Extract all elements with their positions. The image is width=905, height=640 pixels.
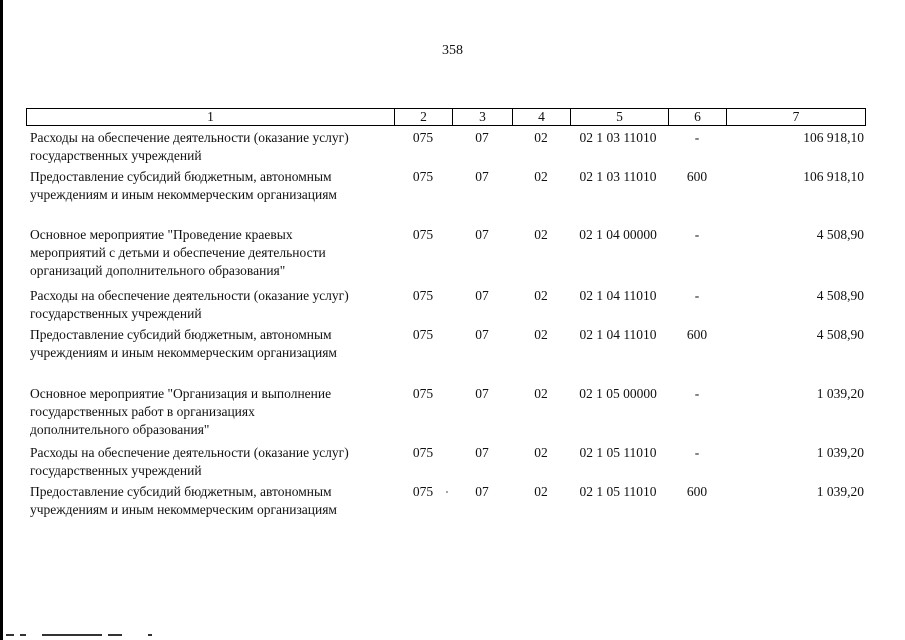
header-col-5: 5 xyxy=(571,109,669,125)
scan-speck xyxy=(6,634,14,636)
row-name-line: Основное мероприятие "Организация и выполнение xyxy=(30,386,332,401)
row-col-5: 02 1 04 11010 xyxy=(579,327,657,342)
row-col-6: 600 xyxy=(686,327,708,342)
row-col-7: 106 918,10 xyxy=(803,169,864,184)
row-name-line: Основное мероприятие "Проведение краевых xyxy=(30,227,293,242)
row-name-line: мероприятий с детьми и обеспечение деятельности xyxy=(30,245,326,260)
row-name xyxy=(30,483,392,519)
row-col-4: 02 xyxy=(534,288,548,303)
row-name-line: государственных учреждений xyxy=(30,306,202,321)
row-col-3: 07 xyxy=(475,327,489,342)
row-col-3: 07 xyxy=(475,169,489,184)
row-col-2: 075 xyxy=(412,445,434,460)
header-col-1: 1 xyxy=(27,109,395,125)
table-header xyxy=(26,108,866,126)
row-name-line: организаций дополнительного образования" xyxy=(30,263,286,278)
row-col-5: 02 1 05 11010 xyxy=(579,445,657,460)
scan-speck xyxy=(148,634,152,636)
header-col-6: 6 xyxy=(669,109,727,125)
row-col-7: 4 508,90 xyxy=(816,327,864,342)
row-name-line: государственных учреждений xyxy=(30,463,202,478)
row-col-6: - xyxy=(694,288,700,303)
row-col-2: 075 xyxy=(412,288,434,303)
row-col-6: - xyxy=(694,227,700,242)
row-col-6: 600 xyxy=(686,169,708,184)
row-name-line: Предоставление субсидий бюджетным, автономным xyxy=(30,169,332,184)
row-col-3: 07 xyxy=(475,386,489,401)
row-col-4: 02 xyxy=(534,445,548,460)
row-col-5: 02 1 03 11010 xyxy=(579,169,657,184)
row-col-3: 07 xyxy=(475,288,489,303)
row-col-6: - xyxy=(694,130,700,145)
header-col-7: 7 xyxy=(792,109,800,124)
scan-speck xyxy=(20,634,26,636)
scan-left-edge xyxy=(0,0,3,640)
page-number: 358 xyxy=(442,43,463,58)
row-col-5: 02 1 05 00000 xyxy=(579,386,657,401)
row-col-4: 02 xyxy=(534,484,548,499)
row-col-2: 075 xyxy=(412,327,434,342)
row-col-6: - xyxy=(694,445,700,460)
row-col-6: 600 xyxy=(686,484,708,499)
row-name xyxy=(30,226,392,280)
row-col-7: 1 039,20 xyxy=(816,386,864,401)
header-col-2: 2 xyxy=(395,109,453,125)
row-name xyxy=(30,168,392,204)
row-col-2: 075 xyxy=(412,484,434,499)
row-name xyxy=(30,129,392,165)
scan-speck xyxy=(108,634,122,636)
row-name-line: Предоставление субсидий бюджетным, автономным xyxy=(30,327,332,342)
row-col-3: 07 xyxy=(475,227,489,242)
header-col-4: 4 xyxy=(513,109,571,125)
row-col-5: 02 1 04 00000 xyxy=(579,227,657,242)
row-col-7: 1 039,20 xyxy=(816,445,864,460)
row-name-line: Предоставление субсидий бюджетным, автономным xyxy=(30,484,332,499)
row-col-4: 02 xyxy=(534,130,548,145)
scan-speck xyxy=(42,634,102,636)
row-name-line: государственных работ в организациях xyxy=(30,404,255,419)
scan-speck xyxy=(446,491,448,493)
row-name xyxy=(30,385,392,439)
row-name-line: государственных учреждений xyxy=(30,148,202,163)
row-col-2: 075 xyxy=(412,169,434,184)
row-col-7: 1 039,20 xyxy=(816,484,864,499)
header-col-3: 3 xyxy=(453,109,513,125)
row-col-2: 075 xyxy=(412,386,434,401)
row-name xyxy=(30,287,392,323)
row-name-line: учреждениям и иным некоммерческим организациям xyxy=(30,345,337,360)
row-name-line: Расходы на обеспечение деятельности (оказание услуг) xyxy=(30,445,349,460)
row-col-4: 02 xyxy=(534,327,548,342)
row-col-4: 02 xyxy=(534,169,548,184)
row-col-3: 07 xyxy=(475,484,489,499)
row-col-7: 106 918,10 xyxy=(803,130,864,145)
row-name xyxy=(30,444,392,480)
row-col-3: 07 xyxy=(475,445,489,460)
row-col-5: 02 1 04 11010 xyxy=(579,288,657,303)
row-col-7: 4 508,90 xyxy=(816,227,864,242)
row-col-2: 075 xyxy=(412,227,434,242)
row-col-6: - xyxy=(694,386,700,401)
row-name-line: учреждениям и иным некоммерческим организациям xyxy=(30,502,337,517)
row-col-7: 4 508,90 xyxy=(816,288,864,303)
row-name-line: дополнительного образования" xyxy=(30,422,210,437)
row-name-line: Расходы на обеспечение деятельности (оказание услуг) xyxy=(30,130,349,145)
row-name-line: Расходы на обеспечение деятельности (оказание услуг) xyxy=(30,288,349,303)
row-col-4: 02 xyxy=(534,227,548,242)
row-col-2: 075 xyxy=(412,130,434,145)
row-col-5: 02 1 03 11010 xyxy=(579,130,657,145)
row-col-3: 07 xyxy=(475,130,489,145)
row-name xyxy=(30,326,392,362)
row-name-line: учреждениям и иным некоммерческим организациям xyxy=(30,187,337,202)
row-col-5: 02 1 05 11010 xyxy=(579,484,657,499)
row-col-4: 02 xyxy=(534,386,548,401)
